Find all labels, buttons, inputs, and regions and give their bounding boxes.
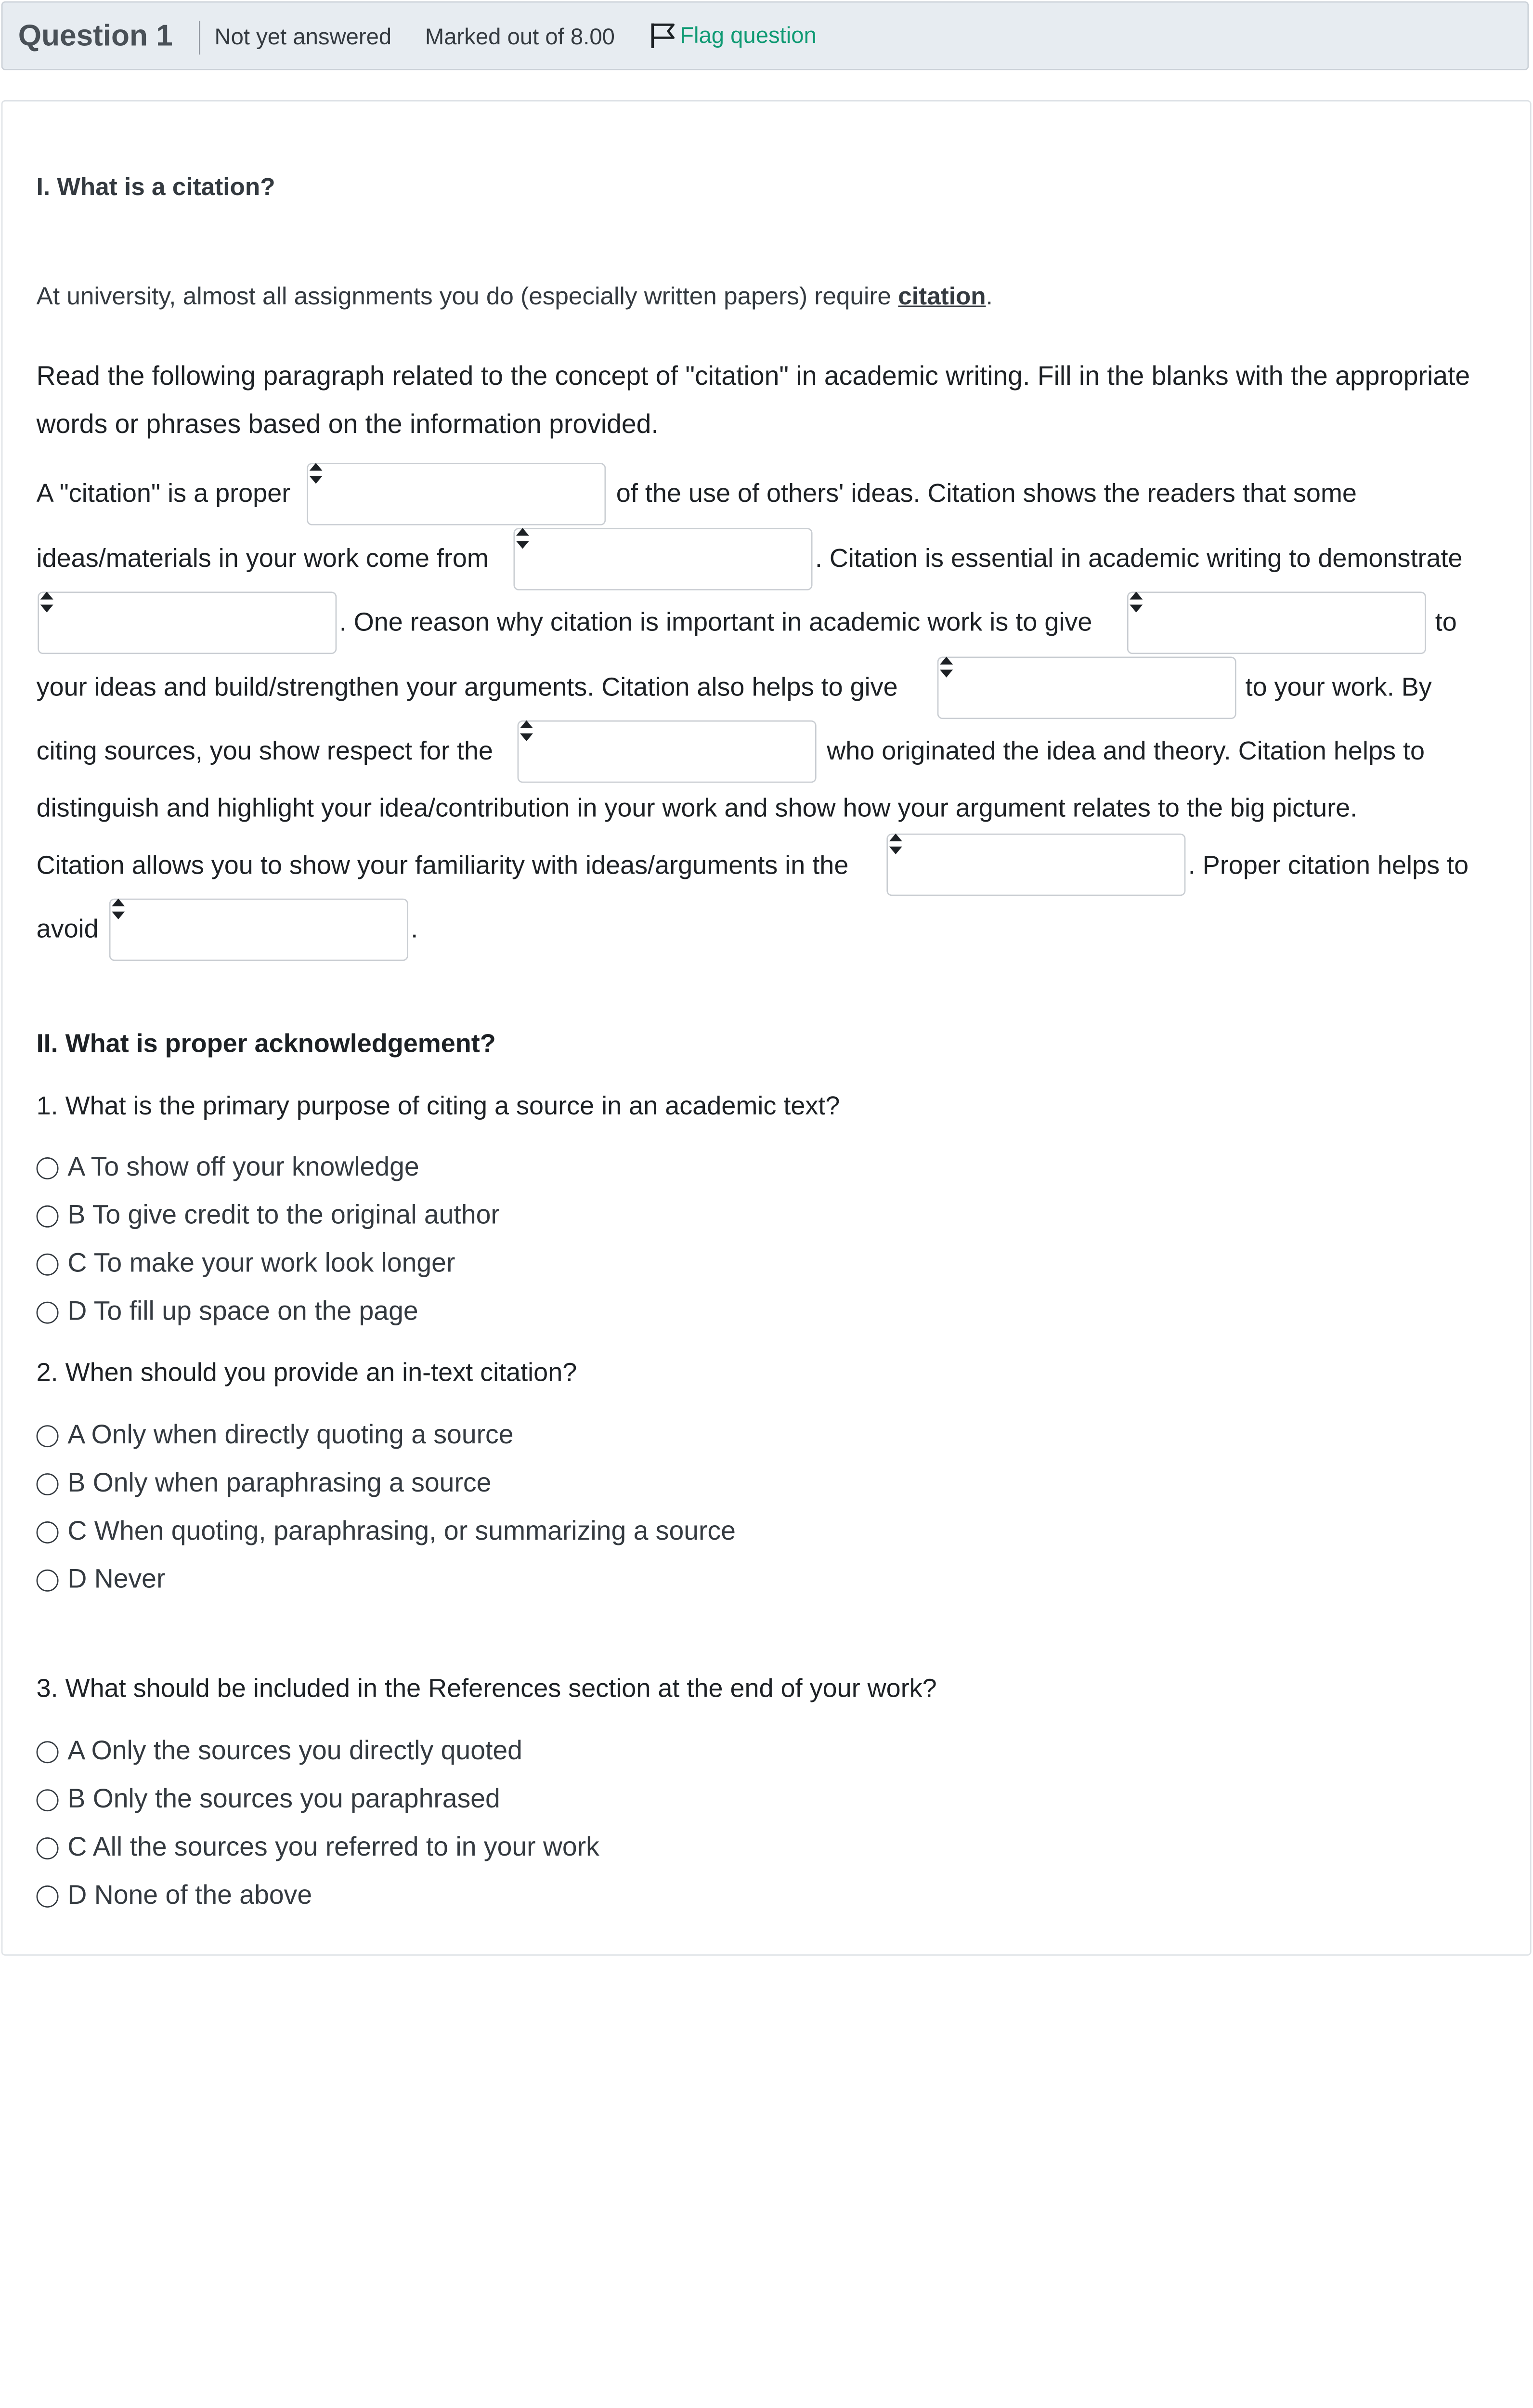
- sort-arrows-icon[interactable]: [937, 655, 956, 679]
- option-label: D None of the above: [67, 1880, 312, 1911]
- sort-arrows-icon[interactable]: [307, 462, 325, 485]
- option-radio[interactable]: [37, 1784, 500, 1815]
- sort-arrows-icon[interactable]: [1127, 590, 1145, 614]
- blank-1-input[interactable]: [307, 463, 606, 525]
- radio-button[interactable]: [37, 1569, 59, 1591]
- question-text: 3. What should be included in the References section at the end of your work?: [36, 1675, 937, 1703]
- blank-6-input[interactable]: [518, 720, 817, 783]
- option-radio[interactable]: [37, 1420, 514, 1451]
- instruction-line-2: words or phrases based on the information provided.: [36, 409, 659, 440]
- radio-button[interactable]: [37, 1741, 59, 1763]
- citation-link[interactable]: citation: [898, 283, 986, 311]
- blank-7-input[interactable]: [886, 834, 1185, 896]
- option-label: A To show off your knowledge: [67, 1152, 419, 1182]
- blank-8-input[interactable]: [109, 899, 408, 961]
- option-label: C To make your work look longer: [67, 1248, 455, 1279]
- paragraph-text: . One reason why citation is important in academic work is to give: [339, 608, 1092, 637]
- question-text: 1. What is the primary purpose of citing a source in an academic text?: [36, 1092, 840, 1121]
- question-number: Question 1: [18, 18, 173, 52]
- sort-arrows-icon[interactable]: [109, 897, 128, 921]
- question-state: Not yet answered: [214, 23, 392, 50]
- option-label: A Only when directly quoting a source: [67, 1420, 514, 1450]
- radio-button[interactable]: [37, 1253, 59, 1275]
- flag-question-link[interactable]: [649, 21, 817, 49]
- flag-question-label: Flag question: [680, 21, 817, 48]
- option-label: D To fill up space on the page: [67, 1296, 418, 1326]
- radio-button[interactable]: [37, 1301, 59, 1323]
- paragraph-text: ideas/materials in your work come from: [36, 545, 489, 574]
- paragraph-text: .: [411, 915, 418, 944]
- option-radio[interactable]: [37, 1152, 419, 1183]
- paragraph-text: A "citation" is a proper: [36, 480, 291, 509]
- radio-button[interactable]: [37, 1473, 59, 1495]
- intro-after: .: [986, 283, 993, 311]
- paragraph-text: Citation allows you to show your familiarity with ideas/arguments in the: [36, 851, 849, 880]
- paragraph-text: distinguish and highlight your idea/contribution in your work and show how your argument relates to the big picture.: [36, 794, 1358, 824]
- option-radio[interactable]: [37, 1296, 418, 1328]
- radio-button[interactable]: [37, 1425, 59, 1447]
- option-radio[interactable]: [37, 1516, 736, 1547]
- radio-button[interactable]: [37, 1521, 59, 1543]
- section2-heading: II. What is proper acknowledgement?: [36, 1030, 496, 1059]
- option-radio[interactable]: [37, 1248, 455, 1280]
- radio-button[interactable]: [37, 1885, 59, 1907]
- paragraph-text: to your work. By: [1245, 673, 1432, 702]
- blank-3-input[interactable]: [38, 592, 337, 654]
- blank-2-input[interactable]: [514, 528, 813, 590]
- paragraph-text: of the use of others' ideas. Citation shows the readers that some: [616, 480, 1357, 509]
- paragraph-text: citing sources, you show respect for the: [36, 737, 494, 766]
- option-label: B To give credit to the original author: [67, 1200, 500, 1230]
- paragraph-text: . Proper citation helps to: [1188, 851, 1469, 880]
- divider: [199, 21, 200, 54]
- paragraph-text: your ideas and build/strengthen your arguments. Citation also helps to give: [36, 673, 898, 702]
- option-radio[interactable]: [37, 1880, 312, 1911]
- sort-arrows-icon[interactable]: [886, 832, 905, 856]
- option-radio[interactable]: [37, 1468, 492, 1499]
- blank-4-input[interactable]: [1127, 592, 1426, 654]
- radio-button[interactable]: [37, 1837, 59, 1859]
- question-info-bar: [1, 1, 1529, 70]
- question-text: 2. When should you provide an in-text citation?: [36, 1359, 577, 1387]
- option-label: C When quoting, paraphrasing, or summarizing a source: [67, 1516, 736, 1546]
- instruction-line-1: Read the following paragraph related to the concept of "citation" in academic writing. Fill in the blanks with the appropriate: [36, 361, 1470, 392]
- paragraph-text: . Citation is essential in academic writing to demonstrate: [815, 545, 1463, 574]
- paragraph-text: avoid: [36, 915, 99, 944]
- option-label: C All the sources you referred to in your work: [67, 1832, 599, 1862]
- section1-heading: I. What is a citation?: [36, 174, 275, 202]
- option-radio[interactable]: [37, 1564, 166, 1596]
- option-radio[interactable]: [37, 1200, 500, 1231]
- intro-before: At university, almost all assignments you do (especially written papers) require: [36, 283, 898, 311]
- intro-text: [37, 284, 993, 312]
- radio-button[interactable]: [37, 1789, 59, 1811]
- sort-arrows-icon[interactable]: [518, 719, 536, 743]
- option-label: B Only when paraphrasing a source: [67, 1468, 492, 1498]
- option-label: A Only the sources you directly quoted: [67, 1736, 522, 1766]
- radio-button[interactable]: [37, 1205, 59, 1227]
- option-radio[interactable]: [37, 1832, 599, 1863]
- paragraph-text: who originated the idea and theory. Citation helps to: [827, 737, 1425, 766]
- question-grade: Marked out of 8.00: [425, 23, 615, 50]
- sort-arrows-icon[interactable]: [38, 590, 56, 614]
- option-label: B Only the sources you paraphrased: [67, 1784, 500, 1814]
- flag-icon: [649, 21, 677, 49]
- paragraph-text: to: [1435, 608, 1457, 637]
- blank-5-input[interactable]: [937, 657, 1236, 720]
- radio-button[interactable]: [37, 1157, 59, 1179]
- sort-arrows-icon[interactable]: [514, 527, 532, 550]
- option-radio[interactable]: [37, 1736, 522, 1767]
- option-label: D Never: [67, 1564, 166, 1595]
